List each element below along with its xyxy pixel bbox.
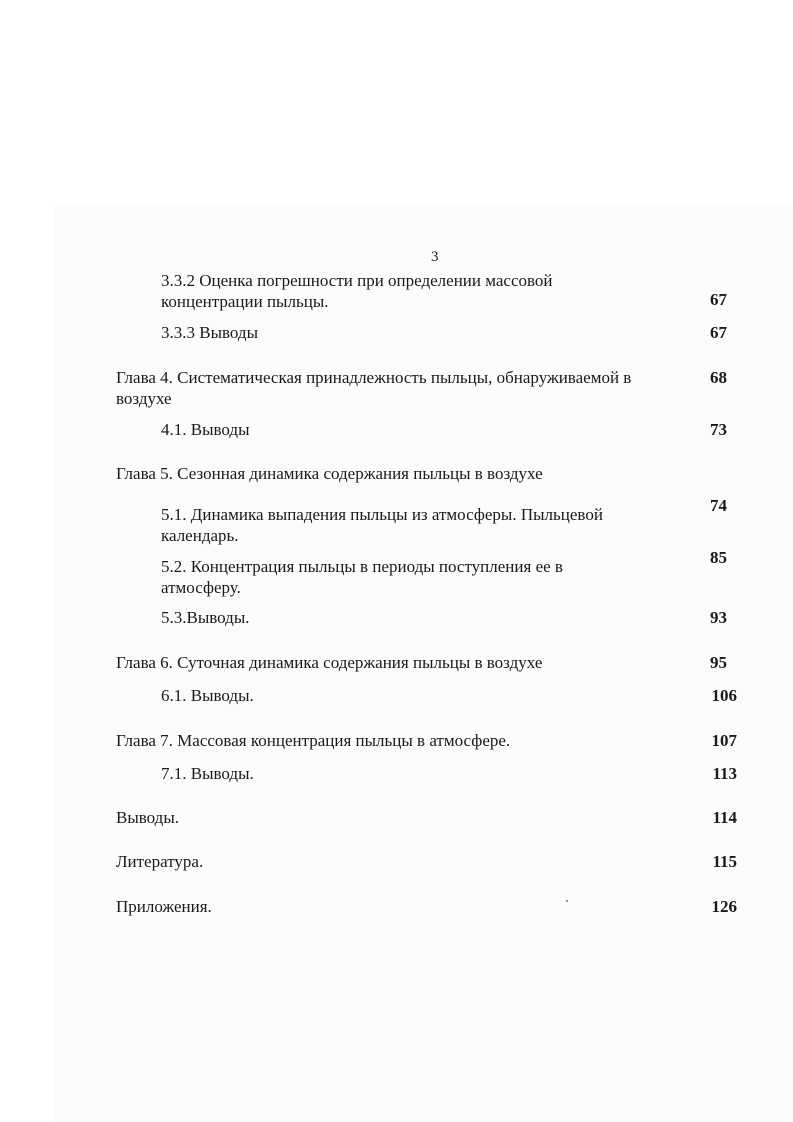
toc-entry-title: 5.2. Концентрация пыльцы в периоды поступления ее в атмосферу.	[161, 557, 563, 597]
toc-entry-title: 5.3.Выводы.	[161, 608, 250, 627]
toc-entry-page: 74	[710, 496, 727, 515]
toc-entry-page: 73	[710, 420, 727, 439]
toc-entry-page: 67	[710, 323, 727, 342]
toc-entry-page: 93	[710, 608, 727, 627]
toc-entry-page: 115	[712, 852, 737, 871]
toc-entry-title: 7.1. Выводы.	[161, 764, 254, 783]
toc-entry-page: 85	[710, 548, 727, 567]
scan-speck	[566, 900, 568, 902]
toc-entry-title: 4.1. Выводы	[161, 420, 250, 439]
toc-entry-title: Литература.	[116, 852, 204, 871]
toc-entry-page: 114	[712, 808, 737, 827]
toc-entry-title: 3.3.3 Выводы	[161, 323, 259, 342]
toc-entry-title: 6.1. Выводы.	[161, 686, 254, 705]
toc-entry-page: 95	[710, 653, 727, 672]
toc-entry-title: Глава 6. Суточная динамика содержания пыльцы в воздухе	[116, 653, 543, 672]
toc-entry-title: Глава 5. Сезонная динамика содержания пыльцы в воздухе	[116, 464, 543, 483]
toc-entry-title: 3.3.2 Оценка погрешности при определении массовой концентрации пыльцы.	[161, 271, 553, 311]
toc-entry-title: Выводы.	[116, 808, 180, 827]
toc-entry-page: 113	[712, 764, 737, 783]
toc-entry-title: 5.1. Динамика выпадения пыльцы из атмосферы. Пыльцевой календарь.	[161, 505, 603, 545]
toc-entry-title: Приложения.	[116, 897, 212, 916]
toc-entry-page: 67	[710, 290, 727, 309]
toc-entry-page: 68	[710, 368, 727, 387]
toc-entry-page: 107	[711, 731, 737, 750]
toc-entry-title: Глава 7. Массовая концентрация пыльцы в атмосфере.	[116, 731, 511, 750]
page-number: 3	[431, 249, 439, 265]
toc-entry-title: Глава 4. Систематическая принадлежность пыльцы, обнаруживаемой в воздухе	[116, 368, 632, 408]
toc-entry-page: 106	[711, 686, 737, 705]
toc-entry-page: 126	[711, 897, 737, 916]
